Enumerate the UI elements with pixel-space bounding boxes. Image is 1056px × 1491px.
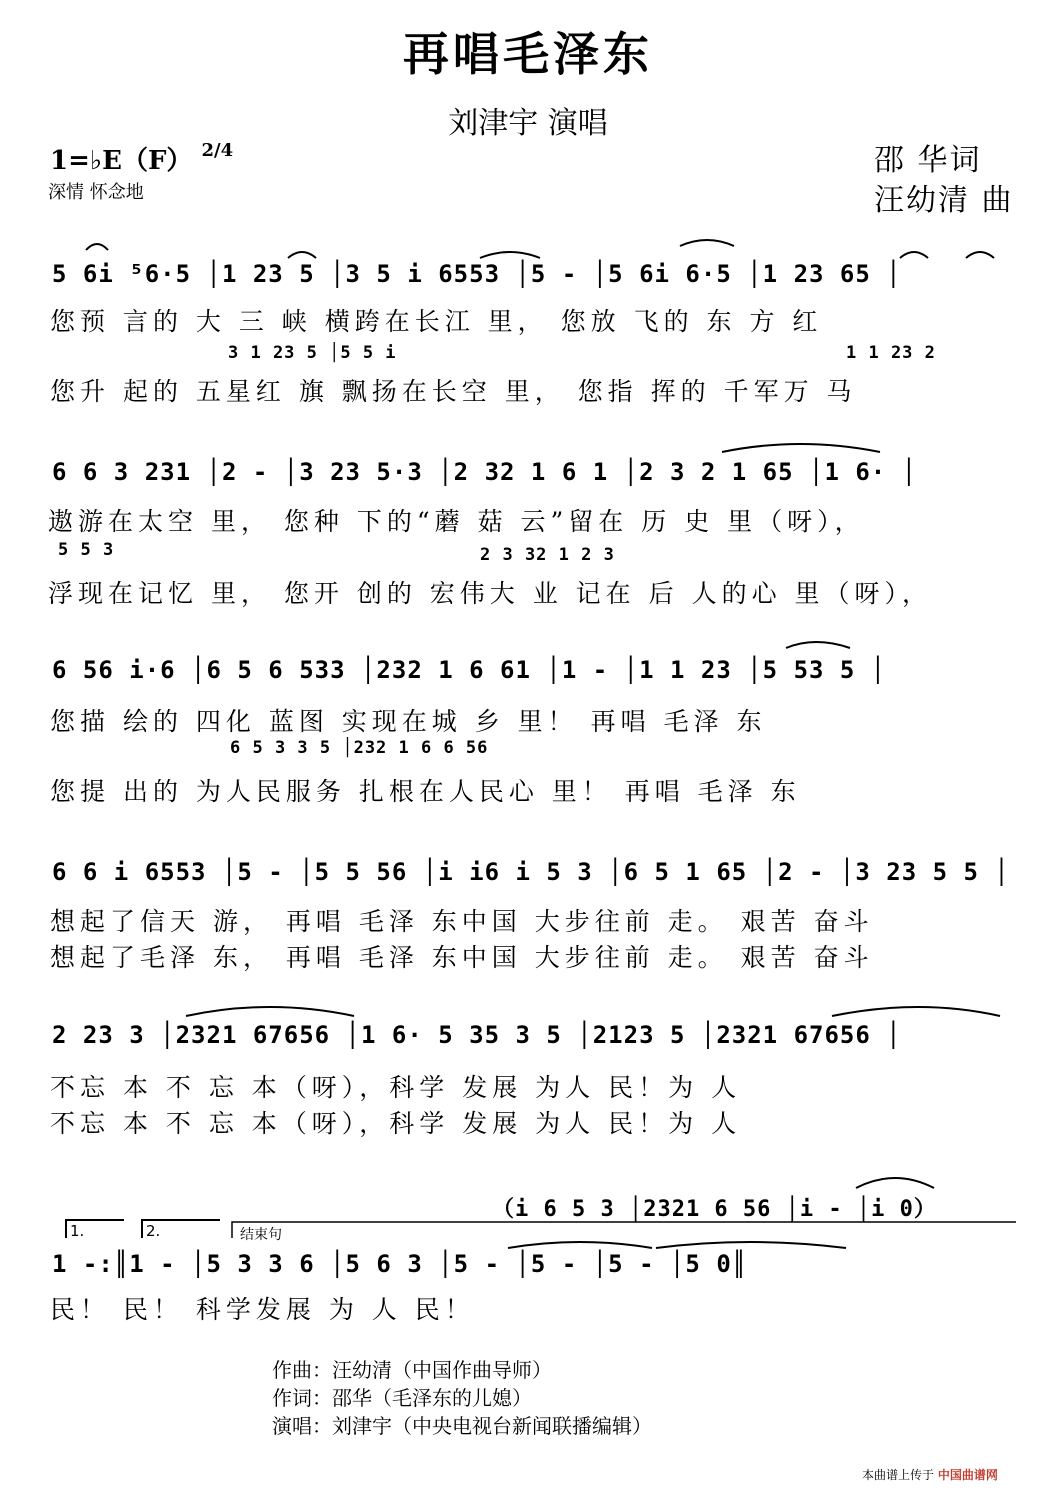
watermark-site: 中国曲谱网 [937, 1468, 998, 1482]
score-line-1-alt-notes-b: 1 1 23 2 [846, 343, 936, 363]
slur-mark [722, 444, 880, 452]
slur-mark [656, 1242, 846, 1248]
footer-composer: 作曲：汪幼清（中国作曲导师） [272, 1358, 552, 1382]
score-line-6-lyric: 民！ 民！ 科学发展 为 人 民！ [50, 1295, 475, 1324]
lyricist-credit: 邵 华词 [874, 143, 982, 178]
score-line-5-lyric-verse-2: 不忘 本 不 忘 本（呀），科学 发展 为人 民！为 人 [50, 1109, 742, 1138]
score-line-1-alt-notes-a: 3 1 23 5 │5 5 i [228, 343, 397, 363]
slur-mark [480, 252, 540, 258]
score-line-2-alt-notes-b: 2 3 32 1 2 3 [480, 545, 615, 565]
key-text: 1=♭E（F） [50, 146, 193, 176]
slur-mark [832, 1007, 1000, 1016]
tempo-marking: 深情 怀念地 [48, 182, 144, 203]
score-line-1-notes: 5 6i ⁵6·5 │1 23 5 │3 5 i 6553 │5 - │5 6i 6·5 │1 23 65 │ [52, 260, 902, 288]
score-line-3-alt-notes: 6 5 3 3 5 │232 1 6 6 56 [230, 738, 489, 758]
score-line-4-lyric-verse-2: 想起了毛泽 东， 再唱 毛泽 东中国 大步往前 走。 艰苦 奋斗 [50, 943, 874, 972]
volta-1-label: 1. [70, 1222, 85, 1240]
ending-bracket [232, 1222, 1016, 1238]
score-line-6-instrumental: （i 6 5 3 │2321 6 56 │i - │i 0） [492, 1197, 937, 1222]
slur-mark [288, 252, 316, 258]
time-signature: 2/4 [201, 140, 234, 161]
footer-lyricist: 作词：邵华（毛泽东的儿媳） [272, 1386, 532, 1410]
score-line-6-notes: 1 -:║1 - │5 3 3 6 │5 6 3 │5 - │5 - │5 - │5 0║ [52, 1250, 748, 1278]
song-title: 再唱毛泽东 [403, 27, 653, 81]
composer-credit: 汪幼清 曲 [874, 183, 1014, 218]
score-line-4-notes: 6 6 i 6553 │5 - │5 5 56 │i i6 i 5 3 │6 5 1 65 │2 - │3 23 5 5 │ [52, 858, 1010, 886]
score-line-3-lyric-verse-1: 您描 绘的 四化 蓝图 实现在城 乡 里！ 再唱 毛泽 东 [50, 707, 767, 736]
score-line-2-lyric-verse-1: 遨游在太空 里， 您种 下的“蘑 菇 云”留在 历 史 里（呀）， [48, 507, 865, 536]
score-line-3-lyric-verse-2: 您提 出的 为人民服务 扎根在人民心 里！ 再唱 毛泽 东 [50, 777, 801, 806]
score-line-2-alt-notes-a: 5 5 3 [58, 540, 115, 560]
volta-2-label: 2. [146, 1222, 161, 1240]
watermark-text: 本曲谱上传于 [862, 1468, 935, 1482]
score-line-2-lyric-verse-2: 浮现在记忆 里， 您开 创的 宏伟大 业 记在 后 人的心 里（呀）， [48, 579, 933, 608]
watermark [862, 1466, 998, 1483]
slur-mark [856, 1178, 934, 1188]
slur-mark [86, 244, 108, 250]
slur-mark [680, 240, 734, 246]
ending-label: 结束句 [240, 1227, 282, 1243]
performer-line: 刘津宇 演唱 [448, 106, 608, 141]
score-line-5-lyric-verse-1: 不忘 本 不 忘 本（呀），科学 发展 为人 民！为 人 [50, 1073, 742, 1102]
footer-singer: 演唱：刘津宇（中央电视台新闻联播编辑） [272, 1414, 652, 1438]
score-line-1-lyric-verse-2: 您升 起的 五星红 旗 飘扬在长空 里， 您指 挥的 千军万 马 [50, 377, 857, 406]
slur-mark [186, 1007, 354, 1016]
slur-mark [786, 642, 850, 648]
key-signature [50, 140, 233, 177]
score-line-3-notes: 6 56 i·6 │6 5 6 533 │232 1 6 61 │1 - │1 1 23 │5 53 5 │ [52, 656, 887, 684]
score-line-5-notes: 2 23 3 │2321 67656 │1 6· 5 35 3 5 │2123 5 │2321 67656 │ [52, 1021, 902, 1049]
slur-mark [900, 252, 928, 258]
score-line-2-notes: 6 6 3 231 │2 - │3 23 5·3 │2 32 1 6 1 │2 3 2 1 65 │1 6· │ [52, 458, 918, 486]
slur-mark [508, 1242, 652, 1248]
score-line-1-lyric-verse-1: 您预 言的 大 三 峡 横跨在长江 里， 您放 飞的 东 方 红 [50, 307, 823, 336]
score-line-4-lyric-verse-1: 想起了信天 游， 再唱 毛泽 东中国 大步往前 走。 艰苦 奋斗 [50, 907, 874, 936]
slur-mark [966, 252, 994, 258]
